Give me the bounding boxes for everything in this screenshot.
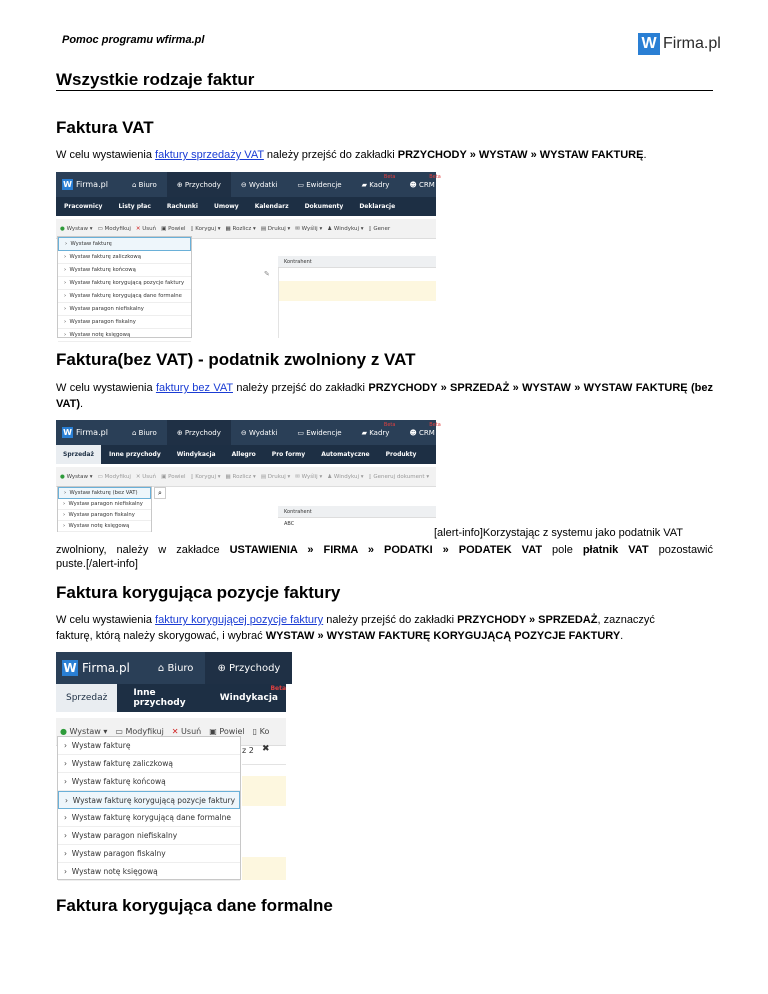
edit-icon: ▭ — [115, 727, 123, 736]
modyfikuj-button[interactable] — [98, 474, 131, 480]
nav-przychody[interactable] — [205, 652, 292, 684]
column-divider — [278, 268, 279, 338]
mail-icon: ✉ — [295, 225, 300, 232]
s2-text-mid: należy przejść do zakładki — [232, 382, 369, 394]
brand-w-mark: W — [63, 180, 72, 189]
beta-badge: Beta — [383, 174, 396, 180]
wfirma-logo — [638, 33, 721, 55]
sub-nav — [56, 684, 286, 712]
nav-label: CRM — [418, 180, 435, 189]
close-icon[interactable]: ✖ — [262, 744, 270, 754]
delete-icon: ✕ — [135, 225, 141, 232]
wystaw-button[interactable]: ● Wystaw ▾ — [60, 225, 93, 232]
toolbar-label: Drukuj — [267, 473, 286, 480]
top-nav — [56, 420, 441, 445]
home-icon: ⌂ — [157, 662, 168, 674]
menu-item[interactable]: › Wystaw fakturę — [58, 237, 191, 251]
toolbar-label: Usuń — [181, 727, 202, 736]
nav-przychody[interactable] — [167, 172, 231, 197]
toolbar-label: Powiel — [168, 225, 186, 232]
brand-text: Firma.pl — [76, 428, 108, 437]
menu-label: Wystaw notę księgową — [71, 867, 158, 876]
mail-icon: ✉ — [295, 473, 300, 480]
plus-circle-icon: ⊕ — [176, 428, 185, 437]
wyslij-button[interactable]: ✉ Wyślij ▾ — [295, 473, 323, 480]
screenshot-faktura-bez-vat — [56, 420, 441, 532]
menu-label: Wystaw fakturę — [70, 241, 112, 247]
menu-label: Wystaw fakturę końcową — [69, 267, 136, 273]
menu-item[interactable]: › Wystaw fakturę korygującą pozycje faktury — [58, 277, 191, 290]
program-title: Pomoc programu wfirma.pl — [62, 34, 205, 46]
menu-item[interactable]: › Wystaw paragon fiskalny — [58, 316, 191, 329]
screenshot-faktura-korygujaca — [56, 652, 286, 880]
nav-label: Biuro — [138, 428, 157, 437]
menu-item[interactable]: › Wystaw fakturę — [58, 737, 240, 755]
nav-label: CRM — [418, 428, 435, 437]
subnav-pracownicy[interactable]: Pracownicy — [64, 203, 103, 210]
app-brand — [56, 179, 114, 190]
subnav-inne-przychody[interactable]: Inne przychody — [108, 451, 161, 458]
menu-item[interactable]: › Wystaw notę księgową — [58, 329, 191, 342]
nav-wydatki[interactable] — [231, 172, 288, 197]
toolbar-label: Usuń — [142, 225, 157, 232]
nav-crm[interactable] — [399, 420, 444, 445]
toolbar-label: Wystaw — [66, 225, 89, 232]
toolbar-label: Wyślij — [301, 473, 318, 480]
beta-badge: Beta — [383, 422, 396, 428]
modyfikuj-button[interactable] — [115, 727, 163, 736]
nav-ewidencje[interactable] — [287, 420, 351, 445]
menu-label: Wystaw notę księgową — [69, 332, 131, 338]
toolbar-label: Gener — [373, 225, 391, 232]
grid-line — [242, 764, 286, 765]
doc-icon: ▯ — [368, 225, 372, 232]
brand-w-mark: W — [63, 428, 72, 437]
brand-w-mark: W — [63, 661, 77, 675]
subnav-produkty[interactable]: Produkty — [385, 451, 417, 458]
drive-icon: ▭ — [297, 180, 307, 189]
copy-icon: ▣ — [161, 473, 167, 480]
money-icon: ▦ — [225, 473, 231, 480]
heading-faktura-korygujaca-pozycje: Faktura korygująca pozycje faktury — [56, 583, 341, 602]
add-icon: ● — [60, 225, 65, 232]
document-title: Wszystkie rodzaje faktur — [56, 70, 255, 89]
edit-icon: ▭ — [97, 225, 103, 232]
subnav-deklaracje[interactable]: Deklaracje — [359, 203, 396, 210]
toolbar-label: Windykuj — [333, 225, 360, 232]
subnav-rachunki[interactable]: Rachunki — [166, 203, 198, 210]
menu-item[interactable]: › Wystaw fakturę korygującą dane formalne — [58, 290, 191, 303]
selected-row — [242, 857, 286, 880]
selected-row — [278, 281, 436, 301]
menu-item[interactable]: › Wystaw paragon niefiskalny — [58, 303, 191, 316]
s2-text-pre: W celu wystawienia — [56, 382, 156, 394]
nav-crm[interactable] — [399, 172, 444, 197]
menu-label: Wystaw paragon niefiskalny — [68, 501, 143, 507]
doc-icon: ▯ — [252, 727, 258, 736]
menu-item[interactable]: › Wystaw fakturę zaliczkową — [58, 755, 240, 773]
logo-text: Firma.pl — [663, 35, 721, 52]
subnav-windykacja[interactable] — [212, 685, 286, 703]
menu-label: Wystaw fakturę korygującą pozycje faktury — [72, 796, 236, 805]
minus-circle-icon: ⊖ — [240, 428, 249, 437]
pagination-text: z 2 — [242, 746, 254, 755]
powiel-button[interactable] — [161, 474, 185, 480]
minus-circle-icon: ⊖ — [240, 180, 249, 189]
title-divider — [56, 90, 713, 91]
column-header-kontrahent: Kontrahent — [278, 506, 436, 518]
section3-text — [56, 612, 713, 644]
menu-item[interactable]: › Wystaw paragon niefiskalny — [58, 499, 151, 510]
wystaw-dropdown — [57, 486, 152, 532]
wyslij-button[interactable]: ✉ Wyślij ▾ — [295, 225, 323, 232]
home-icon: ⌂ — [131, 180, 139, 189]
koryguj-button[interactable] — [253, 727, 270, 736]
s3-line2-pre: fakturę, którą należy skorygować, i wybrać — [56, 630, 266, 642]
section2-text — [56, 380, 713, 412]
logo-w-mark: W — [638, 33, 660, 55]
alert-path: USTAWIENIA » FIRMA » PODATKI » PODATEK VAT — [229, 544, 543, 556]
heading-faktura-vat: Faktura VAT — [56, 118, 154, 137]
nav-ewidencje[interactable] — [287, 172, 351, 197]
selected-row — [242, 776, 286, 806]
doc-icon: ▯ — [190, 473, 194, 480]
menu-label: Wystaw paragon fiskalny — [68, 512, 135, 518]
menu-item[interactable]: › Wystaw fakturę zaliczkową — [58, 251, 191, 264]
alert-field: płatnik VAT — [582, 544, 649, 556]
subnav-label: Windykacja — [219, 693, 278, 703]
s3-text-mid: należy przejść do zakładki — [323, 614, 458, 626]
beta-badge: Beta — [270, 685, 286, 692]
koryguj-button[interactable]: ▯ Koryguj ▾ — [190, 225, 221, 232]
beta-badge: Beta — [429, 174, 441, 180]
toolbar-label: Wyślij — [301, 225, 318, 232]
menu-label: Wystaw fakturę końcową — [71, 777, 166, 786]
add-icon: ● — [60, 727, 67, 736]
menu-item[interactable]: › Wystaw paragon fiskalny — [58, 510, 151, 521]
menu-label: Wystaw fakturę korygującą dane formalne — [71, 813, 231, 822]
toolbar-label: Generuj dokument — [373, 473, 425, 480]
copy-icon: ▣ — [161, 225, 167, 232]
person-icon: ♟ — [327, 225, 333, 232]
subnav-dokumenty[interactable]: Dokumenty — [304, 203, 344, 210]
sub-nav — [56, 445, 436, 464]
heading-faktura-korygujaca-dane: Faktura korygująca dane formalne — [56, 896, 333, 915]
nav-label: Przychody — [184, 180, 221, 189]
copy-icon: ▣ — [209, 727, 217, 736]
menu-label: Wystaw paragon niefiskalny — [71, 831, 178, 840]
subnav-sprzedaz[interactable]: Sprzedaż — [56, 445, 101, 464]
wystaw-button[interactable]: ● Wystaw ▾ — [60, 473, 93, 480]
add-icon: ● — [60, 473, 65, 480]
s3-text-pre: W celu wystawienia — [56, 614, 156, 626]
nav-kadry[interactable] — [352, 172, 400, 197]
toolbar-label: Usuń — [142, 473, 157, 480]
koryguj-button[interactable]: ▯ Koryguj ▾ — [190, 473, 221, 480]
windykuj-button[interactable]: ♟ Windykuj ▾ — [327, 473, 364, 480]
modyfikuj-button[interactable] — [98, 226, 131, 232]
menu-item[interactable]: › Wystaw paragon niefiskalny — [58, 827, 240, 845]
windykuj-button[interactable]: ♟ Windykuj ▾ — [327, 225, 364, 232]
subnav-pro-formy[interactable]: Pro formy — [271, 451, 306, 458]
wystaw-dropdown — [57, 236, 192, 338]
nav-label: Ewidencje — [306, 180, 342, 189]
toolbar-label: Koryguj — [195, 473, 217, 480]
s1-path: PRZYCHODY » WYSTAW » WYSTAW FAKTURĘ — [397, 149, 644, 161]
subnav-umowy[interactable]: Umowy — [213, 203, 239, 210]
menu-item[interactable]: › Wystaw fakturę końcową — [58, 264, 191, 277]
folder-icon: ▰ — [361, 428, 370, 437]
menu-item[interactable]: › Wystaw fakturę (bez VAT) — [58, 487, 151, 499]
alert-text: pole — [542, 544, 583, 556]
cell-kontrahent: ABC — [284, 521, 295, 527]
toolbar-label: Rozlicz — [232, 225, 252, 232]
heading-faktura-bez-vat: Faktura(bez VAT) - podatnik zwolniony z VAT — [56, 350, 416, 369]
toolbar-label: Modyfikuj — [125, 727, 164, 736]
toolbar-label: Modyfikuj — [104, 473, 131, 480]
users-icon: ☻ — [409, 428, 419, 437]
menu-label: Wystaw paragon niefiskalny — [69, 306, 144, 312]
nav-przychody[interactable] — [167, 420, 231, 445]
home-icon: ⌂ — [131, 428, 139, 437]
powiel-button[interactable] — [161, 226, 185, 232]
menu-item[interactable]: › Wystaw notę księgową — [58, 863, 240, 881]
doc-icon: ▯ — [368, 473, 372, 480]
users-icon: ☻ — [409, 180, 419, 189]
toolbar-label: Drukuj — [267, 225, 286, 232]
link-faktury-bez-vat[interactable]: faktury bez VAT — [155, 382, 233, 394]
nav-label: Biuro — [138, 180, 157, 189]
wystaw-dropdown — [57, 736, 241, 880]
menu-label: Wystaw fakturę zaliczkową — [69, 254, 141, 260]
nav-label: Wydatki — [248, 428, 278, 437]
usun-button[interactable] — [136, 474, 156, 480]
edit-icon: ▭ — [97, 473, 103, 480]
doc-icon: ▯ — [190, 225, 194, 232]
wystaw-button[interactable]: ● Wystaw ▾ — [60, 727, 108, 736]
s1-text-pre: W celu wystawienia — [56, 149, 156, 161]
nav-label: Kadry — [369, 428, 390, 437]
money-icon: ▦ — [225, 225, 231, 232]
delete-icon: ✕ — [171, 727, 179, 736]
s3-path-2: WYSTAW » WYSTAW FAKTURĘ KORYGUJĄCĄ POZYCJE FAKTURY — [265, 630, 621, 642]
app-brand — [56, 427, 114, 438]
menu-label: Wystaw notę księgową — [68, 523, 130, 529]
s1-text-end: . — [643, 149, 647, 161]
s3-text-mid2: , zaznaczyć — [597, 614, 655, 626]
search-icon[interactable]: ⌕ — [154, 487, 166, 499]
menu-label: Wystaw fakturę zaliczkową — [71, 759, 173, 768]
drive-icon: ▭ — [297, 428, 307, 437]
toolbar-label: Powiel — [168, 473, 186, 480]
rozlicz-button[interactable]: ▦ Rozlicz ▾ — [225, 225, 256, 232]
folder-icon: ▰ — [361, 180, 370, 189]
subnav-kalendarz[interactable]: Kalendarz — [254, 203, 289, 210]
toolbar-label: Rozlicz — [232, 473, 252, 480]
print-icon: ▤ — [260, 225, 267, 232]
powiel-button[interactable] — [209, 727, 244, 736]
plus-circle-icon: ⊕ — [217, 662, 229, 674]
sub-nav — [56, 197, 436, 216]
alert-text: pozostawić — [648, 544, 713, 556]
column-header-kontrahent: Kontrahent — [278, 256, 436, 268]
toolbar-label: Koryguj — [195, 225, 217, 232]
nav-label: Ewidencje — [306, 428, 342, 437]
toolbar-label: Windykuj — [333, 473, 360, 480]
subnav-inne-przychody[interactable]: Inne przychody — [133, 688, 186, 708]
toolbar-label: Wystaw — [66, 473, 89, 480]
link-faktury-sprzedazy-vat[interactable]: faktury sprzedaży VAT — [155, 149, 264, 161]
toolbar — [56, 467, 436, 487]
nav-label: Przychody — [184, 428, 221, 437]
subnav-sprzedaz[interactable]: Sprzedaż — [56, 684, 117, 712]
s2-path: PRZYCHODY » SPRZEDAŻ » WYSTAW » WYSTAW FAKTURĘ (bez VAT) — [56, 382, 713, 410]
menu-label: Wystaw fakturę korygującą pozycje faktury — [69, 280, 185, 286]
subnav-listy-plac[interactable]: Listy płac — [118, 203, 151, 210]
link-faktury-korygujacej[interactable]: faktury korygującej pozycje faktury — [155, 614, 324, 626]
menu-item[interactable]: › Wystaw fakturę korygującą pozycje faktury — [58, 791, 240, 809]
menu-item[interactable]: › Wystaw fakturę korygującą dane formalne — [58, 809, 240, 827]
subnav-automatyczne[interactable]: Automatyczne — [321, 451, 370, 458]
nav-biuro[interactable] — [114, 172, 167, 197]
brand-text: Firma.pl — [82, 661, 130, 675]
toolbar-label: Ko — [259, 727, 270, 736]
menu-item[interactable]: › Wystaw paragon fiskalny — [58, 845, 240, 863]
menu-item[interactable]: › Wystaw notę księgową — [58, 521, 151, 532]
alert-line-1: [alert-info]Korzystając z systemu jako podatnik VAT — [434, 527, 684, 539]
nav-label: Kadry — [369, 180, 390, 189]
brand-text: Firma.pl — [76, 180, 108, 189]
subnav-windykacja[interactable]: Windykacja — [176, 451, 216, 458]
toolbar-label: Wystaw — [69, 727, 101, 736]
section1-text — [56, 147, 713, 163]
rozlicz-button[interactable]: ▦ Rozlicz ▾ — [225, 473, 256, 480]
menu-label: Wystaw fakturę (bez VAT) — [69, 490, 138, 496]
generuj-button[interactable] — [369, 226, 391, 232]
top-nav — [56, 172, 441, 197]
delete-icon: ✕ — [135, 473, 141, 480]
subnav-allegro[interactable]: Allegro — [231, 451, 256, 458]
menu-label: Wystaw paragon fiskalny — [69, 319, 136, 325]
usun-button[interactable] — [172, 727, 201, 736]
menu-label: Wystaw paragon fiskalny — [71, 849, 166, 858]
s3-path-1: PRZYCHODY » SPRZEDAŻ — [457, 614, 598, 626]
nav-label: Wydatki — [248, 180, 278, 189]
edit-row-icon[interactable]: ✎ — [264, 270, 270, 278]
app-brand — [56, 660, 136, 676]
alert-text: zwolniony, należy w zakładce — [56, 544, 230, 556]
alert-line-2 — [56, 542, 713, 558]
print-icon: ▤ — [260, 473, 267, 480]
menu-item[interactable]: › Wystaw fakturę końcową — [58, 773, 240, 791]
nav-kadry[interactable] — [352, 420, 400, 445]
toolbar-label: Powiel — [219, 727, 245, 736]
generuj-button[interactable]: ▯ Generuj dokument ▾ — [368, 473, 430, 480]
menu-label: Wystaw fakturę — [71, 741, 131, 750]
nav-wydatki[interactable] — [231, 420, 288, 445]
screenshot-faktura-vat — [56, 172, 441, 338]
nav-biuro[interactable] — [114, 420, 167, 445]
plus-circle-icon: ⊕ — [176, 180, 185, 189]
alert-line-3: puste.[/alert-info] — [56, 558, 138, 570]
s2-text-end: . — [80, 398, 84, 410]
top-nav — [56, 652, 286, 684]
drukuj-button[interactable]: ▤ Drukuj ▾ — [260, 473, 291, 480]
nav-biuro[interactable] — [136, 652, 206, 684]
usun-button[interactable] — [136, 226, 156, 232]
menu-label: Wystaw fakturę korygującą dane formalne — [69, 293, 182, 299]
nav-label: Biuro — [167, 662, 194, 674]
beta-badge: Beta — [429, 422, 441, 428]
nav-label: Przychody — [229, 662, 281, 674]
toolbar-label: Modyfikuj — [104, 225, 131, 232]
s3-text-end: . — [620, 630, 624, 642]
person-icon: ♟ — [327, 473, 333, 480]
drukuj-button[interactable]: ▤ Drukuj ▾ — [260, 225, 291, 232]
s1-text-mid: należy przejść do zakładki — [263, 149, 398, 161]
